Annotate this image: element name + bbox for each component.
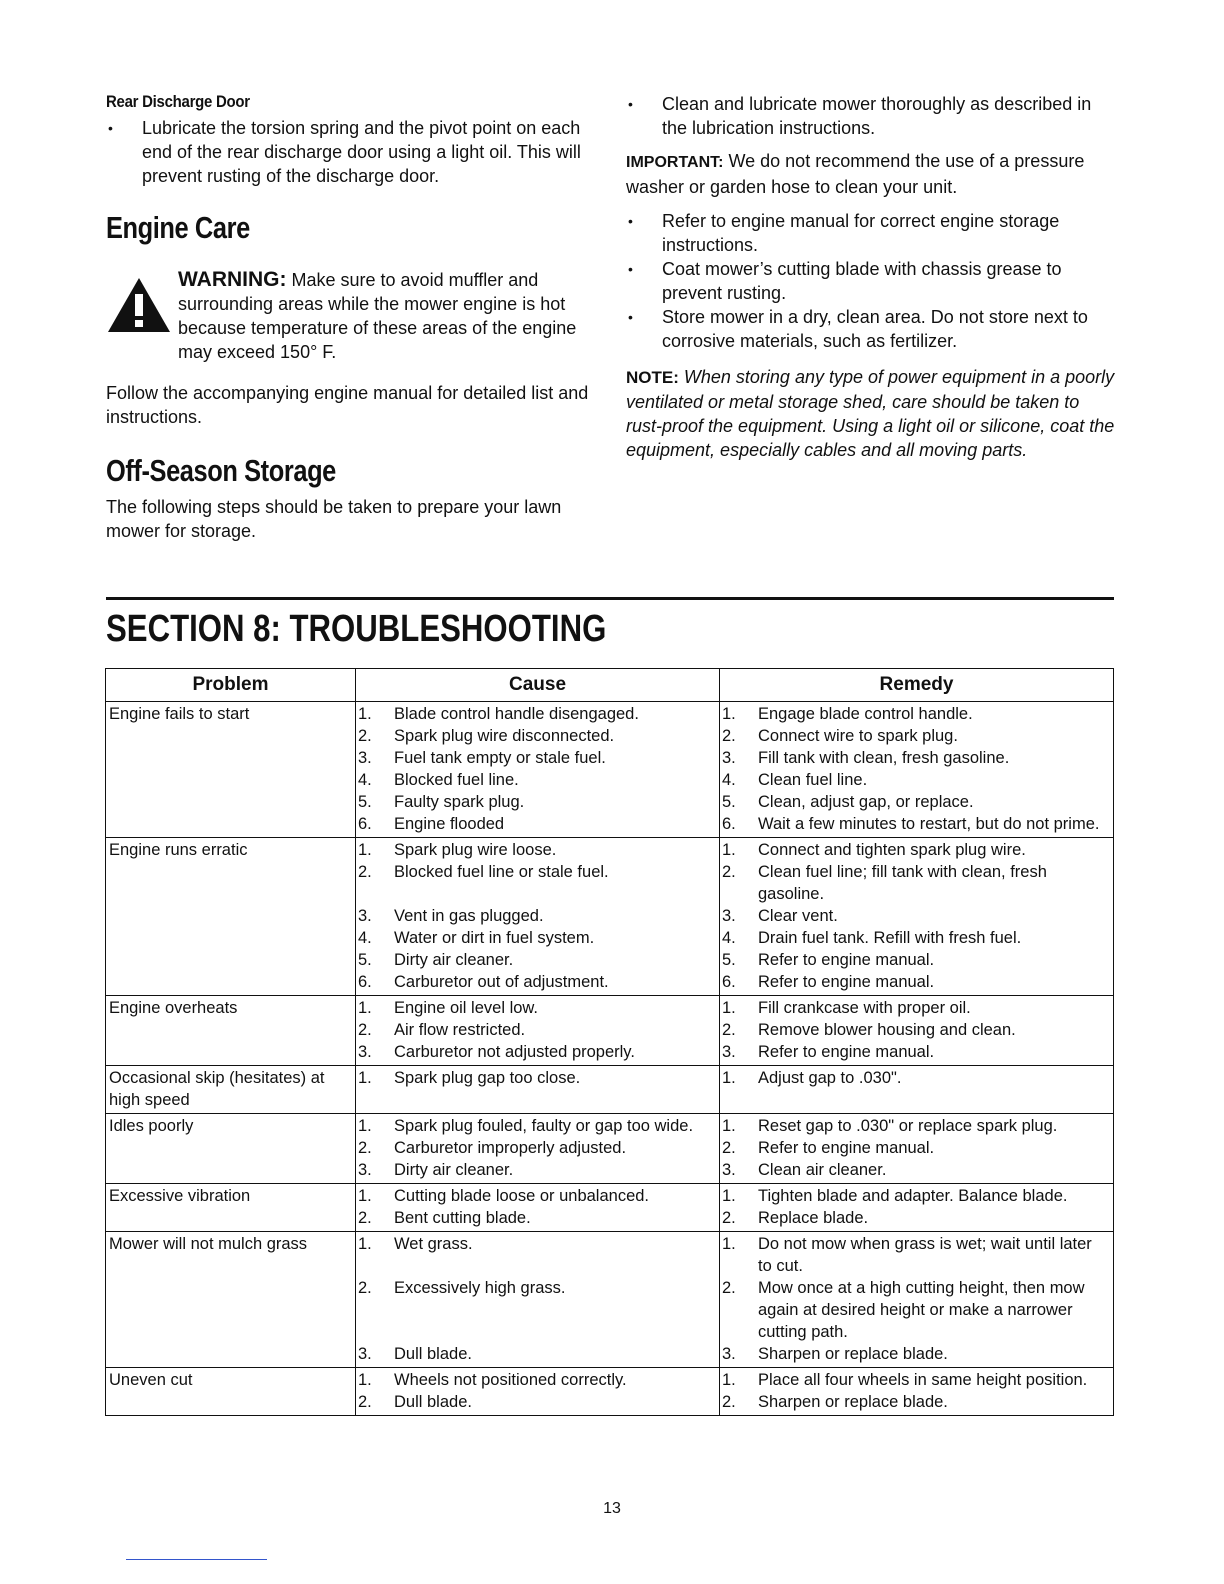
remedy-item bbox=[722, 725, 1110, 747]
remedy-item-number: 2. bbox=[722, 1021, 736, 1039]
cause-item-number: 3. bbox=[358, 1345, 372, 1363]
right-column bbox=[626, 92, 1116, 462]
cause-item bbox=[358, 747, 716, 769]
remedy-item bbox=[722, 1137, 1110, 1159]
cause-cell bbox=[356, 1114, 720, 1184]
remedy-item-text: Remove blower housing and clean. bbox=[758, 1021, 1016, 1039]
cause-item-text: Carburetor improperly adjusted. bbox=[394, 1139, 627, 1157]
table-row bbox=[106, 1368, 1114, 1416]
remedy-item-text: Tighten blade and adapter. Balance blade. bbox=[758, 1187, 1068, 1205]
remedy-item-text: Fill tank with clean, fresh gasoline. bbox=[758, 749, 1010, 767]
cause-item-number: 6. bbox=[358, 815, 372, 833]
cause-item-number: 6. bbox=[358, 973, 372, 991]
cause-item bbox=[358, 769, 716, 791]
cause-item-text: Faulty spark plug. bbox=[394, 793, 525, 811]
remedy-item bbox=[722, 791, 1110, 813]
remedy-item bbox=[722, 747, 1110, 769]
cause-item-text: Vent in gas plugged. bbox=[394, 907, 544, 925]
engine-care-paragraph: Follow the accompanying engine manual for detailed list and instructions. bbox=[106, 383, 589, 427]
remedy-item bbox=[722, 1041, 1110, 1063]
remedy-item bbox=[722, 861, 1110, 905]
remedy-item-text: Place all four wheels in same height position. bbox=[758, 1371, 1088, 1389]
table-row bbox=[106, 1184, 1114, 1232]
remedy-item-number: 1. bbox=[722, 1117, 736, 1135]
remedy-item bbox=[722, 1277, 1110, 1343]
remedy-item-number: 2. bbox=[722, 727, 736, 745]
remedy-item bbox=[722, 927, 1110, 949]
cause-item bbox=[358, 839, 716, 861]
table-row bbox=[106, 996, 1114, 1066]
remedy-item bbox=[722, 1115, 1110, 1137]
remedy-item-text: Drain fuel tank. Refill with fresh fuel. bbox=[758, 929, 1022, 947]
remedy-cell bbox=[720, 1232, 1114, 1368]
cause-item-text: Excessively high grass. bbox=[394, 1279, 566, 1297]
remedy-item-number: 6. bbox=[722, 815, 736, 833]
remedy-item-text: Clean fuel line; fill tank with clean, fresh gasoline. bbox=[758, 863, 1047, 903]
cause-item bbox=[358, 1115, 716, 1137]
cause-item-number: 1. bbox=[358, 1235, 372, 1253]
remedy-item bbox=[722, 1207, 1110, 1229]
remedy-item-number: 1. bbox=[722, 999, 736, 1017]
remedy-item-number: 3. bbox=[722, 1345, 736, 1363]
remedy-item-text: Sharpen or replace blade. bbox=[758, 1393, 948, 1411]
engine-care-heading: Engine Care bbox=[106, 210, 250, 245]
cause-item bbox=[358, 1207, 716, 1229]
cause-item-text: Wet grass. bbox=[394, 1235, 473, 1253]
cause-item bbox=[358, 1019, 716, 1041]
remedy-item bbox=[722, 1233, 1110, 1277]
problem-cell: Excessive vibration bbox=[106, 1184, 356, 1232]
remedy-cell bbox=[720, 1066, 1114, 1114]
cause-item bbox=[358, 813, 716, 835]
cause-item-text: Spark plug wire disconnected. bbox=[394, 727, 615, 745]
cause-item bbox=[358, 791, 716, 813]
cause-item bbox=[358, 927, 716, 949]
cause-item-text: Blocked fuel line. bbox=[394, 771, 519, 789]
page-number: 13 bbox=[603, 1500, 621, 1517]
remedy-item bbox=[722, 971, 1110, 993]
remedy-item-text: Refer to engine manual. bbox=[758, 1139, 935, 1157]
remedy-cell bbox=[720, 996, 1114, 1066]
cause-item-text: Spark plug fouled, faulty or gap too wide. bbox=[394, 1117, 694, 1135]
cause-item-number: 1. bbox=[358, 1069, 372, 1087]
remedy-item-number: 4. bbox=[722, 929, 736, 947]
cause-item-text: Spark plug wire loose. bbox=[394, 841, 557, 859]
cause-cell bbox=[356, 1066, 720, 1114]
cause-item-text: Carburetor not adjusted properly. bbox=[394, 1043, 635, 1061]
cause-item bbox=[358, 1159, 716, 1181]
note-label: NOTE: bbox=[626, 368, 679, 387]
remedy-item-text: Mow once at a high cutting height, then mow again at desired height or make a narrower cutting path. bbox=[758, 1279, 1085, 1341]
cause-item-number: 1. bbox=[358, 999, 372, 1017]
remedy-item-number: 3. bbox=[722, 1043, 736, 1061]
cause-item-text: Cutting blade loose or unbalanced. bbox=[394, 1187, 650, 1205]
remedy-item bbox=[722, 1369, 1110, 1391]
remedy-item-number: 6. bbox=[722, 973, 736, 991]
cause-item-number: 3. bbox=[358, 907, 372, 925]
remedy-item bbox=[722, 769, 1110, 791]
cause-item-number: 2. bbox=[358, 1021, 372, 1039]
remedy-item-number: 2. bbox=[722, 1139, 736, 1157]
note-text: When storing any type of power equipment in a poorly ventilated or metal storage shed, care should be taken to rust-proof the equipment. Using a light oil or silicone, coat the equipment, especially cables and all moving parts. bbox=[626, 367, 1115, 460]
cause-item-number: 2. bbox=[358, 1393, 372, 1411]
remedy-item-number: 4. bbox=[722, 771, 736, 789]
cause-item-number: 2. bbox=[358, 727, 372, 745]
troubleshooting-table bbox=[105, 668, 1114, 1416]
remedy-item-number: 2. bbox=[722, 1393, 736, 1411]
table-body bbox=[106, 702, 1114, 1416]
remedy-item bbox=[722, 997, 1110, 1019]
list-item: • Lubricate the torsion spring and the pivot point on each end of the rear discharge door using a light oil. This will prevent rusting of the discharge door. bbox=[106, 116, 596, 188]
cause-cell bbox=[356, 1184, 720, 1232]
cause-item-text: Carburetor out of adjustment. bbox=[394, 973, 609, 991]
cause-item-number: 1. bbox=[358, 705, 372, 723]
cause-item-text: Fuel tank empty or stale fuel. bbox=[394, 749, 606, 767]
remedy-item bbox=[722, 839, 1110, 861]
cause-cell bbox=[356, 838, 720, 996]
cause-item bbox=[358, 1067, 716, 1089]
problem-cell: Idles poorly bbox=[106, 1114, 356, 1184]
problem-cell: Mower will not mulch grass bbox=[106, 1232, 356, 1368]
remedy-item bbox=[722, 813, 1110, 835]
cause-item bbox=[358, 997, 716, 1019]
important-label: IMPORTANT: bbox=[626, 154, 724, 171]
problem-cell: Uneven cut bbox=[106, 1368, 356, 1416]
warning-label: WARNING: bbox=[178, 268, 287, 291]
cause-item-text: Spark plug gap too close. bbox=[394, 1069, 581, 1087]
cause-item-number: 1. bbox=[358, 1187, 372, 1205]
cause-item-text: Dull blade. bbox=[394, 1393, 472, 1411]
remedy-item-number: 1. bbox=[722, 841, 736, 859]
rear-door-heading: Rear Discharge Door bbox=[106, 92, 250, 111]
cause-item-number: 3. bbox=[358, 1043, 372, 1061]
cause-item-number: 2. bbox=[358, 1209, 372, 1227]
remedy-item bbox=[722, 1343, 1110, 1365]
remedy-cell bbox=[720, 1368, 1114, 1416]
cause-item-text: Engine oil level low. bbox=[394, 999, 539, 1017]
problem-cell: Engine runs erratic bbox=[106, 838, 356, 996]
cause-item bbox=[358, 1041, 716, 1063]
remedy-item-text: Reset gap to .030" or replace spark plug. bbox=[758, 1117, 1058, 1135]
remedy-item-number: 3. bbox=[722, 749, 736, 767]
remedy-item-number: 1. bbox=[722, 1235, 736, 1253]
remedy-item-number: 1. bbox=[722, 1371, 736, 1389]
cause-item-text: Engine flooded bbox=[394, 815, 505, 833]
remedy-item-number: 2. bbox=[722, 863, 736, 881]
cause-item-text: Air flow restricted. bbox=[394, 1021, 526, 1039]
cause-item bbox=[358, 861, 716, 905]
remedy-item-text: Connect wire to spark plug. bbox=[758, 727, 958, 745]
cause-item-text: Dull blade. bbox=[394, 1345, 472, 1363]
cause-item-text: Wheels not positioned correctly. bbox=[394, 1371, 627, 1389]
cause-item bbox=[358, 1137, 716, 1159]
remedy-item bbox=[722, 1159, 1110, 1181]
remedy-item-text: Clean, adjust gap, or replace. bbox=[758, 793, 974, 811]
cause-item-text: Blocked fuel line or stale fuel. bbox=[394, 863, 609, 881]
warning-block bbox=[106, 268, 596, 364]
cause-item-text: Blade control handle disengaged. bbox=[394, 705, 639, 723]
remedy-item-number: 3. bbox=[722, 1161, 736, 1179]
cause-item-number: 1. bbox=[358, 841, 372, 859]
warning-body: Make sure to avoid muffler and surrounding areas while the mower engine is hot because temperature of these areas of the engine may exceed 150° F. bbox=[178, 270, 577, 362]
remedy-item-number: 2. bbox=[722, 1279, 736, 1297]
header-cause: Cause bbox=[356, 669, 720, 702]
cause-item-text: Dirty air cleaner. bbox=[394, 1161, 514, 1179]
list-item: • Refer to engine manual for correct engine storage instructions. bbox=[626, 209, 1116, 257]
cause-item bbox=[358, 725, 716, 747]
cause-item bbox=[358, 703, 716, 725]
warning-text bbox=[178, 268, 596, 364]
remedy-item-number: 1. bbox=[722, 705, 736, 723]
cause-item-text: Dirty air cleaner. bbox=[394, 951, 514, 969]
remedy-item-number: 3. bbox=[722, 907, 736, 925]
footer-line bbox=[126, 1559, 267, 1560]
cause-item-number: 4. bbox=[358, 929, 372, 947]
section-divider bbox=[106, 597, 1114, 600]
cause-item bbox=[358, 971, 716, 993]
table-header-row bbox=[106, 669, 1114, 702]
cause-item bbox=[358, 1185, 716, 1207]
important-paragraph bbox=[626, 149, 1116, 199]
remedy-item-text: Adjust gap to .030". bbox=[758, 1069, 902, 1087]
remedy-item-text: Connect and tighten spark plug wire. bbox=[758, 841, 1026, 859]
remedy-item bbox=[722, 1185, 1110, 1207]
table-row bbox=[106, 838, 1114, 996]
header-problem: Problem bbox=[106, 669, 356, 702]
problem-cell: Occasional skip (hesitates) at high speed bbox=[106, 1066, 356, 1114]
cause-item-number: 5. bbox=[358, 793, 372, 811]
cause-item-text: Bent cutting blade. bbox=[394, 1209, 531, 1227]
cause-cell bbox=[356, 1232, 720, 1368]
remedy-item-text: Clear vent. bbox=[758, 907, 838, 925]
cause-cell bbox=[356, 1368, 720, 1416]
cause-item-number: 2. bbox=[358, 863, 372, 881]
left-column bbox=[106, 92, 596, 543]
cause-item bbox=[358, 1277, 716, 1343]
remedy-cell bbox=[720, 1114, 1114, 1184]
off-season-paragraph: The following steps should be taken to prepare your lawn mower for storage. bbox=[106, 497, 562, 541]
list-item: • Coat mower’s cutting blade with chassis grease to prevent rusting. bbox=[626, 257, 1116, 305]
remedy-item-number: 1. bbox=[722, 1069, 736, 1087]
remedy-item bbox=[722, 1391, 1110, 1413]
cause-item bbox=[358, 949, 716, 971]
problem-cell: Engine overheats bbox=[106, 996, 356, 1066]
remedy-item bbox=[722, 1067, 1110, 1089]
remedy-cell bbox=[720, 702, 1114, 838]
section-title: SECTION 8: TROUBLESHOOTING bbox=[106, 608, 607, 650]
warning-triangle-icon bbox=[106, 276, 172, 334]
storage-list-top bbox=[626, 92, 1116, 140]
cause-item-number: 5. bbox=[358, 951, 372, 969]
remedy-item-text: Fill crankcase with proper oil. bbox=[758, 999, 971, 1017]
cause-item-number: 2. bbox=[358, 1279, 372, 1297]
remedy-item-text: Clean air cleaner. bbox=[758, 1161, 887, 1179]
off-season-heading: Off-Season Storage bbox=[106, 453, 336, 488]
remedy-item-text: Replace blade. bbox=[758, 1209, 869, 1227]
remedy-cell bbox=[720, 838, 1114, 996]
cause-item bbox=[358, 1343, 716, 1365]
cause-item bbox=[358, 1233, 716, 1277]
cause-cell bbox=[356, 702, 720, 838]
remedy-item bbox=[722, 703, 1110, 725]
storage-list-bottom bbox=[626, 209, 1116, 353]
remedy-item-number: 2. bbox=[722, 1209, 736, 1227]
remedy-item-number: 5. bbox=[722, 793, 736, 811]
remedy-cell bbox=[720, 1184, 1114, 1232]
list-item: • Clean and lubricate mower thoroughly as described in the lubrication instructions. bbox=[626, 92, 1116, 140]
remedy-item-number: 1. bbox=[722, 1187, 736, 1205]
table-row bbox=[106, 702, 1114, 838]
header-remedy: Remedy bbox=[720, 669, 1114, 702]
cause-item bbox=[358, 905, 716, 927]
remedy-item-text: Refer to engine manual. bbox=[758, 973, 935, 991]
cause-item-number: 4. bbox=[358, 771, 372, 789]
rear-door-list bbox=[106, 116, 596, 188]
cause-item bbox=[358, 1391, 716, 1413]
problem-cell: Engine fails to start bbox=[106, 702, 356, 838]
remedy-item-text: Do not mow when grass is wet; wait until later to cut. bbox=[758, 1235, 1092, 1275]
cause-item-number: 3. bbox=[358, 1161, 372, 1179]
important-text: We do not recommend the use of a pressure washer or garden hose to clean your unit. bbox=[626, 151, 1085, 197]
remedy-item bbox=[722, 1019, 1110, 1041]
table-row bbox=[106, 1066, 1114, 1114]
remedy-item-text: Wait a few minutes to restart, but do not prime. bbox=[758, 815, 1100, 833]
note-paragraph bbox=[626, 365, 1116, 462]
cause-cell bbox=[356, 996, 720, 1066]
remedy-item-text: Refer to engine manual. bbox=[758, 951, 935, 969]
table-row bbox=[106, 1114, 1114, 1184]
remedy-item-text: Clean fuel line. bbox=[758, 771, 868, 789]
cause-item-text: Water or dirt in fuel system. bbox=[394, 929, 595, 947]
remedy-item-text: Refer to engine manual. bbox=[758, 1043, 935, 1061]
cause-item-number: 1. bbox=[358, 1371, 372, 1389]
remedy-item-text: Sharpen or replace blade. bbox=[758, 1345, 948, 1363]
cause-item-number: 2. bbox=[358, 1139, 372, 1157]
remedy-item bbox=[722, 905, 1110, 927]
cause-item-number: 1. bbox=[358, 1117, 372, 1135]
remedy-item bbox=[722, 949, 1110, 971]
cause-item bbox=[358, 1369, 716, 1391]
cause-item-number: 3. bbox=[358, 749, 372, 767]
remedy-item-text: Engage blade control handle. bbox=[758, 705, 973, 723]
table-row bbox=[106, 1232, 1114, 1368]
list-item: • Store mower in a dry, clean area. Do not store next to corrosive materials, such as fertilizer. bbox=[626, 305, 1116, 353]
remedy-item-number: 5. bbox=[722, 951, 736, 969]
